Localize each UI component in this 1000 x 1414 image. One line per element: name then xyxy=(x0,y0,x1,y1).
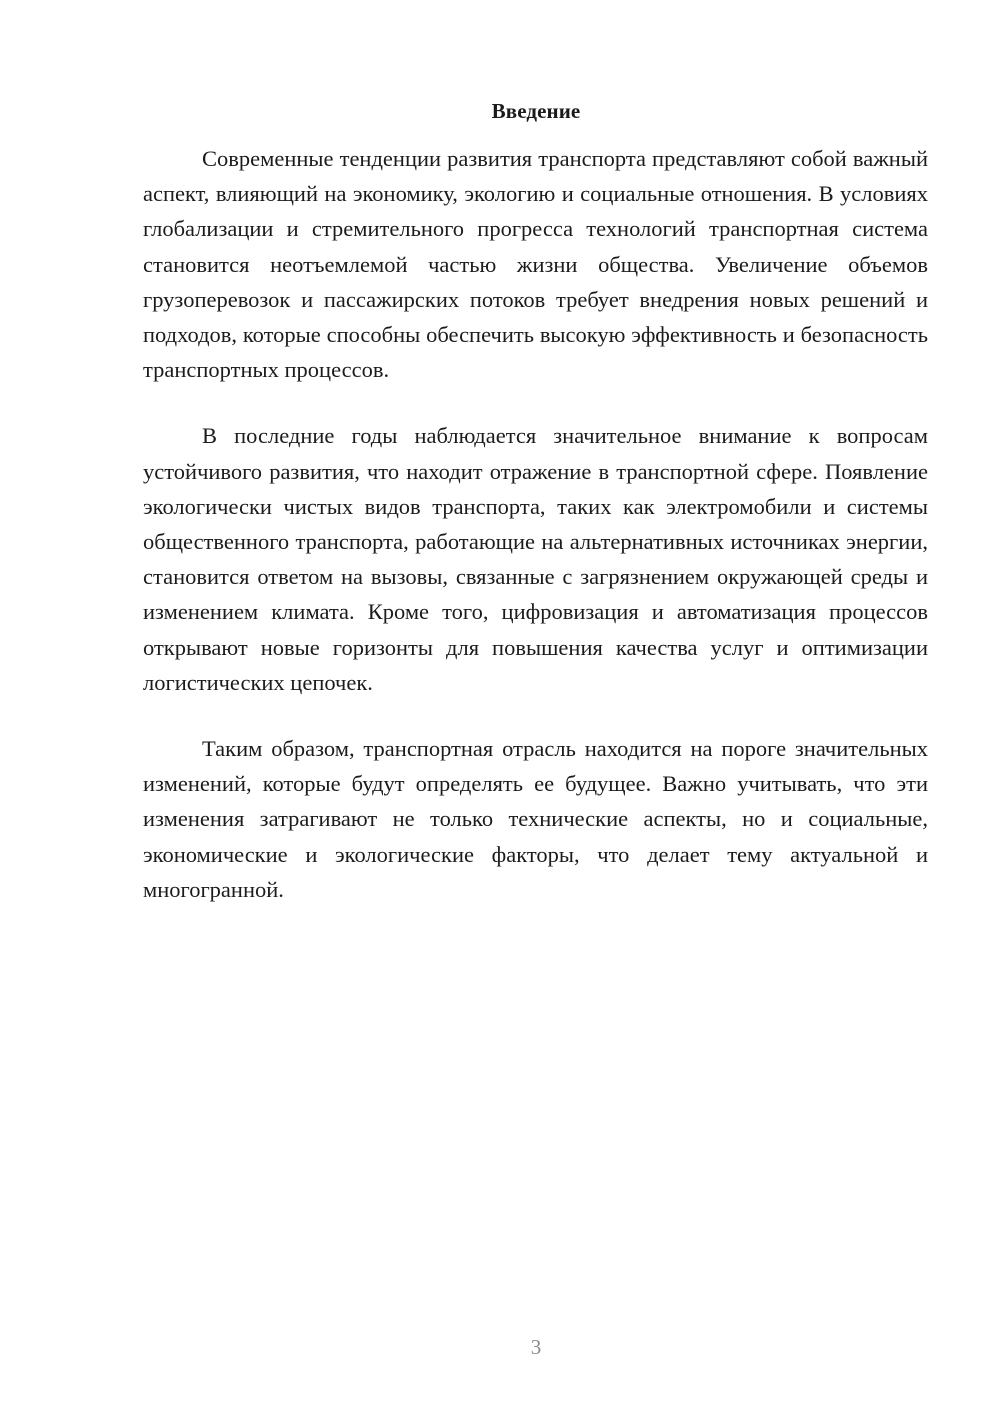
paragraph-3: Таким образом, транспортная отрасль находится на пороге значительных изменений, которые будут определять ее будущее. Важно учитывать, что эти изменения затрагивают не только технические аспекты, но и социальные, экономические и экологические факторы, что делает тему актуальной и многогранной. xyxy=(143,736,928,902)
page-number: 3 xyxy=(530,1335,542,1359)
paragraph-2: В последние годы наблюдается значительное внимание к вопросам устойчивого развития, что находит отражение в транспортной сфере. Появление экологически чистых видов транспорта, таких как электромобили и системы общественного транспорта, работающие на альтернативных источниках энергии, становится ответом на вызовы, связанные с загрязнением окружающей среды и изменением климата. Кроме того, цифровизация и автоматизация процессов открывают новые горизонты для повышения качества услуг и оптимизации логистических цепочек. xyxy=(143,423,928,695)
section-title: Введение xyxy=(491,99,581,123)
body-text xyxy=(143,141,928,907)
paragraph-1: Современные тенденции развития транспорта представляют собой важный аспект, влияющий на экономику, экологию и социальные отношения. В условиях глобализации и стремительного прогресса технологий транспортная система становится неотъемлемой частью жизни общества. Увеличение объемов грузоперевозок и пассажирских потоков требует внедрения новых решений и подходов, которые способны обеспечить высокую эффективность и безопасность транспортных процессов. xyxy=(143,146,928,383)
